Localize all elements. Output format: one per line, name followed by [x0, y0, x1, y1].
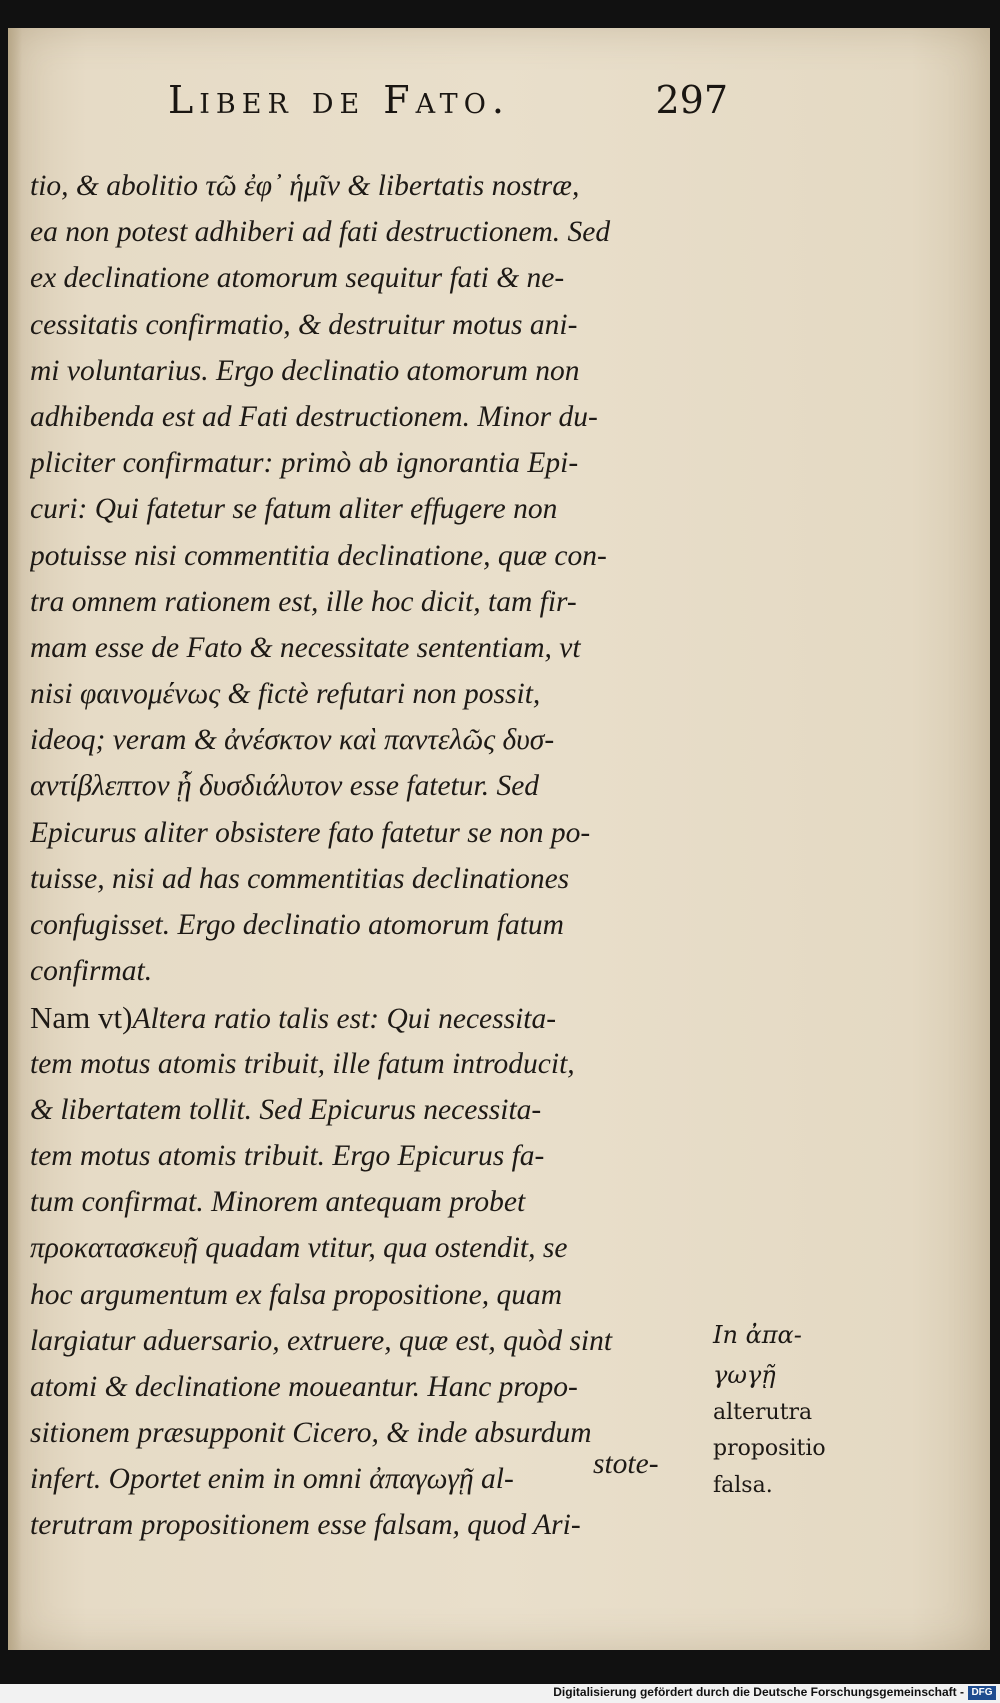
- page-number: 297: [655, 78, 728, 122]
- marginal-note-line: falsa.: [713, 1472, 773, 1498]
- text-line: mam esse de Fato & necessitate sententiam, vt: [30, 631, 581, 664]
- text-line: curi: Qui fatetur se fatum aliter effugere non: [30, 493, 558, 526]
- text-line: terutram propositionem esse falsam, quod Ari-: [30, 1509, 581, 1542]
- text-line: mi voluntarius. Ergo declinatio atomorum non: [30, 354, 580, 387]
- text-line: potuisse nisi commentitia declinatione, quæ con-: [30, 539, 607, 572]
- text-line: hoc argumentum ex falsa propositione, quam: [30, 1278, 563, 1311]
- text-line: tuisse, nisi ad has commentitias declinationes: [30, 862, 570, 895]
- page-header: [168, 78, 728, 138]
- funding-credit: Digitalisierung gefördert durch die Deutsche Forschungsgemeinschaft -: [553, 1685, 964, 1699]
- marginal-note-line: alterutra: [713, 1400, 813, 1426]
- text-line: confugisset. Ergo declinatio atomorum fatum: [30, 909, 564, 941]
- text-line: pliciter confirmatur: primò ab ignorantia Epi-: [30, 447, 579, 480]
- digitization-footer: [0, 1684, 1000, 1703]
- text-line: Epicurus aliter obsistere fato fatetur se non po-: [30, 816, 591, 849]
- text-line: adhibenda est ad Fati destructionem. Minor du-: [30, 400, 598, 433]
- running-title: Liber de Fato.: [168, 78, 510, 122]
- text-line: tem motus atomis tribuit, ille fatum introducit,: [30, 1047, 575, 1080]
- text-line: Altera ratio talis est: Qui necessita-: [132, 1003, 557, 1036]
- text-line: ea non potest adhiberi ad fati destructionem. Sed: [30, 216, 611, 249]
- text-line: nisi φαινομένως & fictè refutari non possit,: [30, 678, 541, 711]
- text-line: atomi & declinatione moueantur. Hanc propo-: [30, 1370, 578, 1403]
- marginal-note: [713, 1316, 873, 1504]
- text-line: αντίβλεπτον ᾗ δυσδιάλυτον esse fatetur. Sed: [30, 770, 540, 803]
- text-line: tem motus atomis tribuit. Ergo Epicurus fa-: [30, 1139, 545, 1172]
- book-page: [8, 28, 990, 1650]
- text-line: ex declinatione atomorum sequitur fati & ne-: [30, 262, 565, 295]
- marginal-note-line: propositio: [713, 1436, 826, 1462]
- text-line: tio, & abolitio τῶ ἐφ᾽ ἡμῖν & libertatis nostræ,: [30, 170, 580, 202]
- text-line: infert. Oportet enim in omni ἀπαγωγῇ al-: [30, 1463, 514, 1496]
- text-line: tra omnem rationem est, ille hoc dicit, tam fir-: [30, 585, 577, 618]
- marginal-note-line: γωγῇ: [713, 1360, 776, 1389]
- binding-edge: [8, 28, 22, 1650]
- paragraph-start-line: [30, 989, 710, 1035]
- text-line: προκατασκευῇ quadam vtitur, qua ostendit, se: [30, 1232, 568, 1265]
- text-line: sitionem præsupponit Cicero, & inde absurdum: [30, 1417, 592, 1450]
- dfg-logo: DFG: [968, 1686, 996, 1700]
- catchword: stote-: [593, 1448, 659, 1480]
- text-line: cessitatis confirmatio, & destruitur motus ani-: [30, 308, 578, 341]
- text-line: & libertatem tollit. Sed Epicurus necessita-: [30, 1093, 542, 1126]
- main-text-block: [30, 158, 710, 1544]
- text-line: ideoq; veram & ἀνέσκτον καὶ παντελῶς δυσ-: [30, 724, 555, 757]
- paragraph-start-marker: Nam vt): [30, 1000, 133, 1036]
- marginal-note-line: In ἀπα-: [713, 1321, 802, 1349]
- text-line: largiatur aduersario, extruere, quæ est, quòd sint: [30, 1324, 613, 1357]
- text-line: confirmat.: [30, 955, 153, 988]
- text-line: tum confirmat. Minorem antequam probet: [30, 1186, 526, 1219]
